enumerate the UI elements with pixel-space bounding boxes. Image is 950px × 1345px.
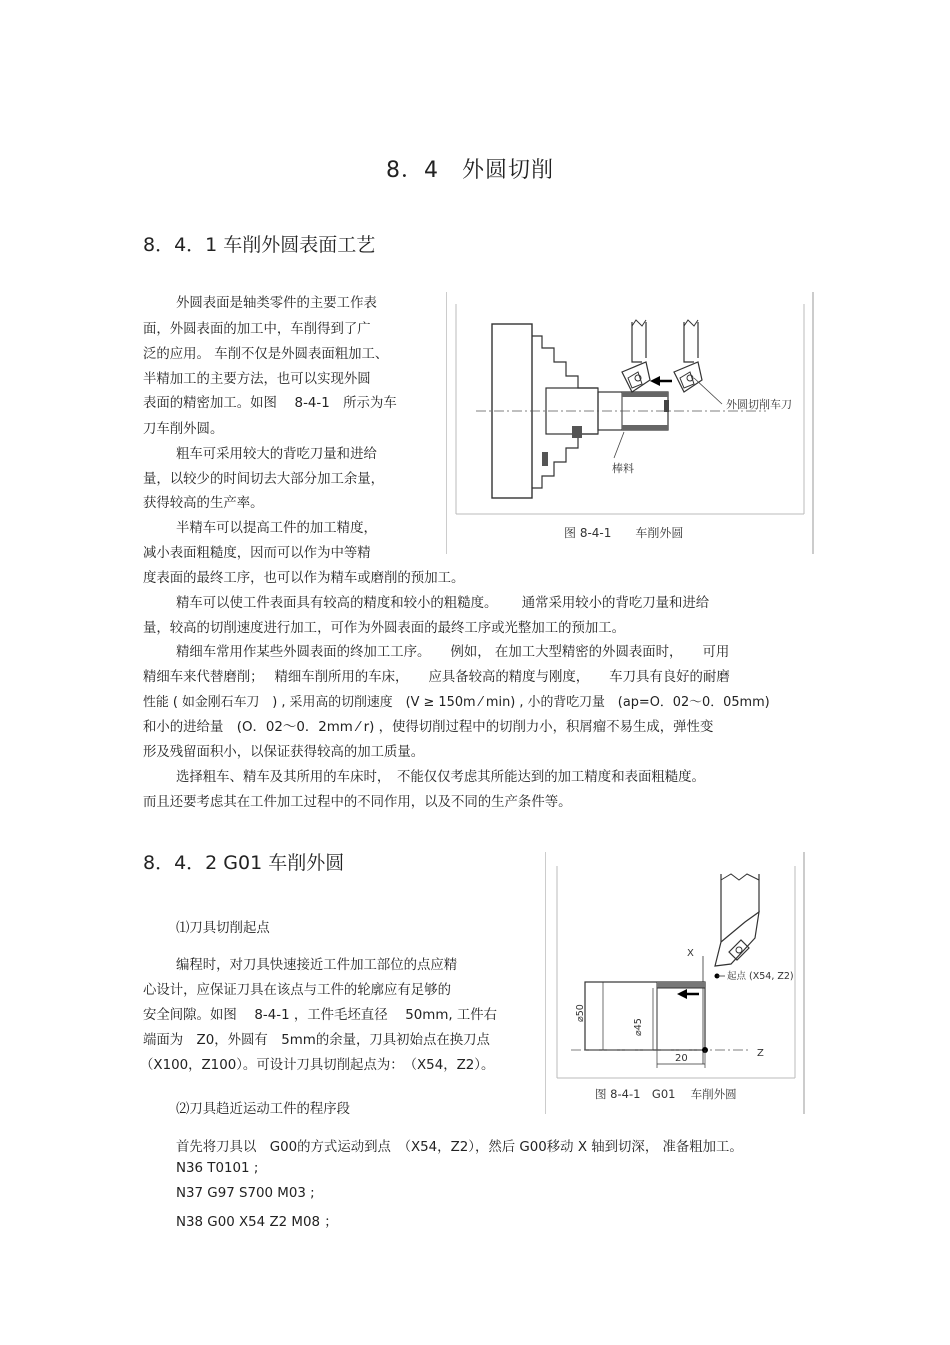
subheading-approach: ⑵刀具趋近运动工件的程序段	[176, 1102, 351, 1117]
text-line: 形及残留面积小，以保证获得较高的加工质量。	[143, 745, 425, 760]
dim-length-20: 20	[675, 1053, 688, 1064]
text-line: 表面的精密加工。如图 8-4-1 所示为车	[143, 396, 397, 411]
code-line: N36 T0101 ;	[176, 1161, 259, 1176]
code-intro: 首先将刀具以 G00的方式运动到点 （X54，Z2），然后 G00移动 X 轴到切深， 准备粗加工。	[176, 1140, 743, 1155]
code-line: N38 G00 X54 Z2 M08 ；	[176, 1215, 338, 1230]
text-line: 获得较高的生产率。	[143, 496, 264, 511]
text-line: 外圆表面是轴类零件的主要工作表	[176, 296, 377, 311]
text-line: 量，以较少的时间切去大部分加工余量，	[143, 472, 385, 487]
dim-diameter-45: ⌀45	[633, 1018, 644, 1036]
subheading-start-point: ⑴刀具切削起点	[176, 921, 270, 936]
label-axis-x: X	[687, 948, 694, 959]
text-line: 精车可以使工件表面具有较高的精度和较小的粗糙度。 通常采用较小的背吃刀量和进给	[176, 596, 710, 611]
label-tool: 外圆切削车刀	[726, 398, 792, 411]
figure-caption: 图 8-4-1 G01 车削外圆	[595, 1087, 737, 1101]
text-line: 刀车削外圆。	[143, 422, 224, 437]
figure-g01-turning	[545, 852, 805, 1114]
heading-8-4-1: 8．4．1 车削外圆表面工艺	[143, 234, 376, 256]
figure-turning-outer-circle	[446, 292, 814, 554]
text-line: （X100，Z100）。可设计刀具切削起点为： （X54，Z2）。	[140, 1058, 495, 1073]
text-line: 安全间隙。如图 8-4-1 ，工件毛坯直径 50mm, 工件右	[143, 1008, 498, 1023]
g01-diagram	[545, 852, 805, 1114]
dim-diameter-50: ⌀50	[575, 1004, 586, 1022]
text-line: 粗车可采用较大的背吃刀量和进给	[176, 447, 377, 462]
text-line: 端面为 Z0，外圆有 5mm的余量，刀具初始点在换刀点	[143, 1033, 490, 1048]
text-line: 选择粗车、精车及其所用的车床时， 不能仅仅考虑其所能达到的加工精度和表面粗糙度。	[176, 770, 705, 785]
label-start-point: 起点 (X54, Z2)	[727, 971, 794, 982]
label-bar: 棒料	[612, 462, 634, 475]
text-line: 心设计，应保证刀具在该点与工件的轮廓应有足够的	[143, 983, 451, 998]
text-line: 和小的进给量 (O．02～0．2mm ⁄ r) ，使得切削过程中的切削力小，积屑瘤不易生成，弹性变	[143, 720, 714, 735]
code-line: N37 G97 S700 M03 ;	[176, 1186, 315, 1201]
text-line: 精细车来代替磨削； 精细车削所用的车床， 应具备较高的精度与刚度， 车刀具有良好的耐磨	[143, 670, 730, 685]
text-line: 精细车常用作某些外圆表面的终加工工序。 例如， 在加工大型精密的外圆表面时， 可用	[176, 645, 730, 660]
lathe-diagram	[446, 292, 814, 554]
text-line: 而且还要考虑其在工件加工过程中的不同作用，以及不同的生产条件等。	[143, 795, 572, 810]
label-axis-z: Z	[757, 1048, 764, 1059]
text-line: 编程时，对刀具快速接近工件加工部位的点应精	[176, 958, 458, 973]
section-title: 8．4 外圆切削	[386, 158, 554, 183]
text-line: 量，较高的切削速度进行加工，可作为外圆表面的最终工序或光整加工的预加工。	[143, 621, 626, 636]
text-line: 度表面的最终工序，也可以作为精车或磨削的预加工。	[143, 571, 465, 586]
text-line: 面，外圆表面的加工中，车削得到了广	[143, 322, 371, 337]
figure-caption: 图 8-4-1 车削外圆	[564, 526, 684, 540]
heading-8-4-2: 8．4．2 G01 车削外圆	[143, 852, 345, 874]
text-line: 半精加工的主要方法，也可以实现外圆	[143, 372, 371, 387]
text-line: 性能 ( 如金刚石车刀 ) , 采用高的切削速度 (V ≥ 150m ⁄ min) , 小的背吃刀量 (ap=O．02～0．05mm)	[143, 695, 770, 710]
text-line: 半精车可以提高工件的加工精度，	[176, 521, 377, 536]
text-line: 减小表面粗糙度，因而可以作为中等精	[143, 546, 371, 561]
text-line: 泛的应用。 车削不仅是外圆表面粗加工、	[143, 347, 389, 362]
